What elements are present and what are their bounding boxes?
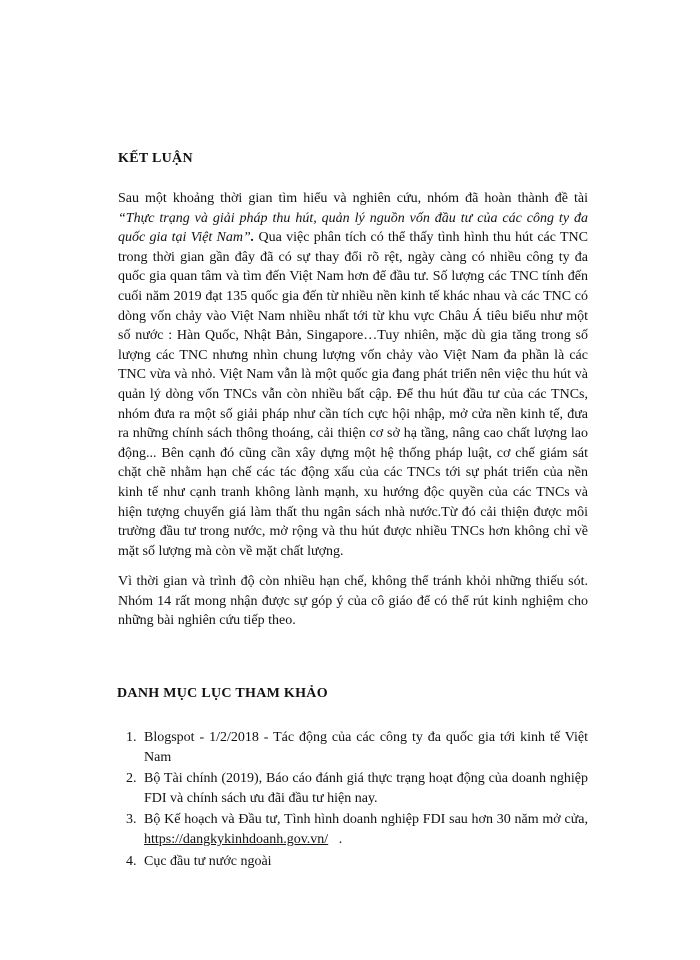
reference-text: Blogspot - 1/2/2018 - Tác động của các công ty đa quốc gia tới kinh tế Việt Nam	[144, 730, 588, 765]
paragraph-body: Qua việc phân tích có thể thấy tình hình thu hút các TNC trong thời gian gần đây đã có sự thay đổi rõ rệt, ngày càng có nhiều công ty đa quốc gia quan tâm và tìm đến Việt Nam hơn để đầu tư. Số lượng các TNC tính đến cuối năm 2019 đạt 135 quốc gia đến từ nhiều nền kinh tế khác nhau và các TNC có dòng vốn chảy vào Việt Nam nhiều nhất tới từ khu vực Châu Á tiêu biểu như một số nước : Hàn Quốc, Nhật Bản, Singapore…Tuy nhiên, mặc dù gia tăng trong số lượng các TNC nhưng nhìn chung lượng vốn chảy vào Việt Nam đa phần là các TNC vừa và nhỏ. Việt Nam vẫn là một quốc gia đang phát triển nên việc thu hút và quản lý dòng vốn TNCs vẫn còn nhiều bất cập. Để thu hút đầu tư của các TNCs, nhóm đưa ra một số giải pháp như cần tích cực hội nhập, mở cửa nền kinh tế, đưa ra những chính sách thông thoáng, cải thiện cơ sở hạ tầng, nâng cao chất lượng lao động... Bên cạnh đó cũng cần xây dựng một hệ thống pháp luật, cơ chế giám sát chặt chẽ nhằm hạn chế các tác động xấu của các TNCs tới sự phát triển của nền kinh tế như cạnh tranh không lành mạnh, xu hướng độc quyền của các TNCs và hiện tượng chuyển giá làm thất thu ngân sách nhà nước.Từ đó cải thiện được môi trường đầu tư trong nước, mở rộng và thu hút được nhiều TNCs hơn không chỉ về mặt số lượng mà còn về mặt chất lượng.	[118, 230, 589, 559]
reference-item-2	[118, 769, 588, 808]
reference-text-end: .	[328, 831, 343, 847]
reference-item-1	[118, 728, 588, 767]
reference-number: 2.	[126, 771, 137, 787]
reference-number: 1.	[126, 730, 137, 745]
references-heading: DANH MỤC LỤC THAM KHẢO	[117, 686, 328, 701]
conclusion-heading: KẾT LUẬN	[118, 151, 193, 166]
reference-number: 4.	[126, 853, 137, 869]
topic-title: “Thực trạng và giải pháp thu hút, quản lý nguồn vốn đầu tư của các công ty đa quốc gia tại Việt Nam”.	[118, 210, 588, 246]
reference-item-4	[118, 852, 588, 872]
reference-text: Cục đầu tư nước ngoài	[144, 853, 272, 869]
reference-item-3	[118, 810, 588, 849]
reference-number: 3.	[126, 812, 137, 828]
reference-text: Bộ Tài chính (2019), Báo cáo đánh giá thực trạng hoạt động của doanh nghiệp FDI và chính sách ưu đãi đầu tư hiện nay.	[144, 771, 588, 806]
paragraph-intro: Sau một khoảng thời gian tìm hiểu và nghiên cứu, nhóm đã hoàn thành đề tài	[118, 191, 588, 206]
conclusion-paragraph-2: Vì thời gian và trình độ còn nhiều hạn chế, không thể tránh khỏi những thiếu sót. Nhóm 14 rất mong nhận được sự góp ý của cô giáo để có thể rút kinh nghiệm cho những bài nghiên cứu tiếp theo.	[118, 574, 588, 629]
conclusion-paragraph-1	[118, 189, 588, 561]
references-list	[118, 728, 588, 873]
reference-text: Bộ Kế hoạch và Đầu tư, Tình hình doanh nghiệp FDI sau hơn 30 năm mở cửa,	[144, 812, 588, 828]
reference-link[interactable]: https://dangkykinhdoanh.gov.vn/	[144, 831, 329, 847]
